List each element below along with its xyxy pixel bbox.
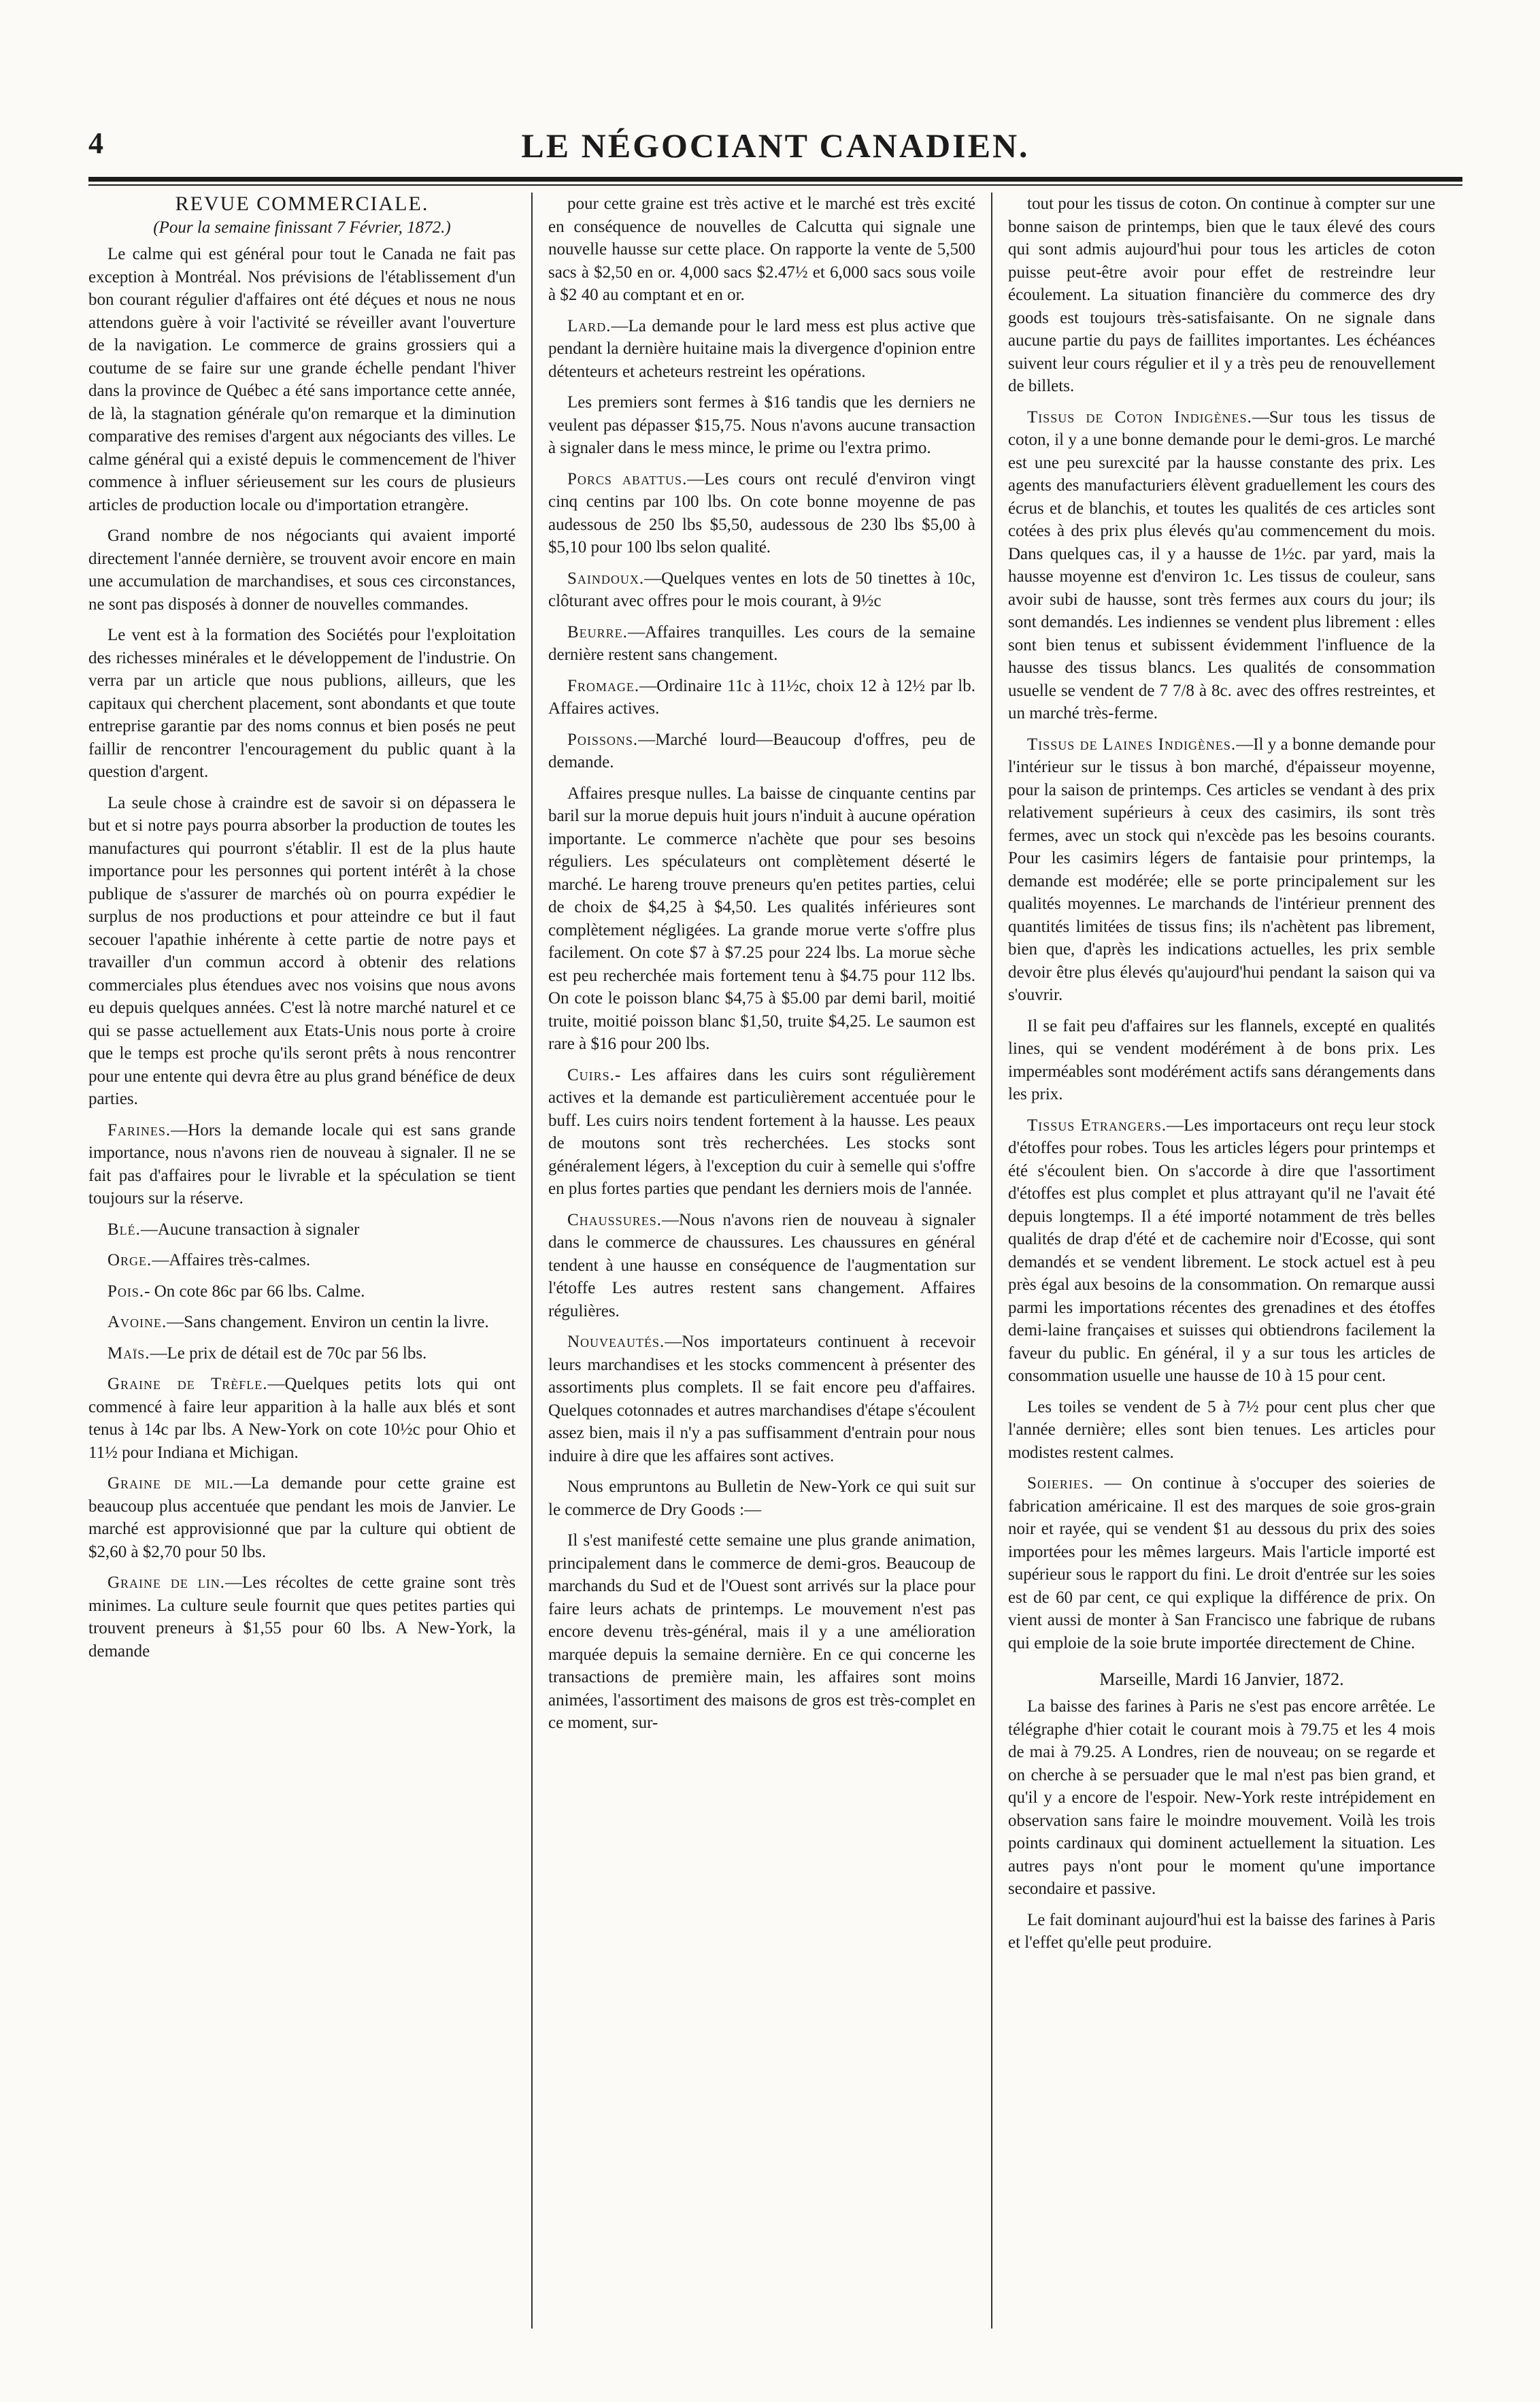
paragraph-text: Nous empruntons au Bulletin de New-York ce qui suit sur le commerce de Dry Goods :— [548, 1478, 975, 1519]
article-paragraph [1008, 193, 1435, 398]
paragraph-text: —Quelques ventes en lots de 50 tinettes à 10c, clôturant avec offres pour le mois courant, à 9½c [548, 569, 975, 610]
paragraph-text: —Nous n'avons rien de nouveau à signaler dans le commerce de chaussures. Les chaussures en général tendent à une hausse en conséquence de l'augmentation sur l'étoffe Les autres restent sans changement. Affaires régulières. [548, 1210, 975, 1320]
paragraph-text: - Les affaires dans les cuirs sont régulièrement actives et la demande est particulièrement accentuée pour le buff. Les cuirs noirs tendent fortement à la hausse. Les peaux de moutons sont très recherchées. Les stocks sont généralement légers, à l'exception du cuir à semelle qui s'offre en plus fortes parties que pendant les derniers mois de l'année. [548, 1065, 975, 1198]
article-paragraph [548, 1064, 975, 1201]
paragraph-text: — On continue à s'occuper des soieries de fabrication américaine. Il est des marques de soie gros-grain noir et rayée, qui se vendent $1 au dessous du prix des soies importées pour les mêmes largeurs. Mais l'article importé est supérieur sous le rapport du fini. Le droit d'entrée sur les soies est de 60 par cent, ce qui explique la différence de prix. On vient aussi de monter à San Francisco une fabrique de rubans qui emploie de la soie brute importée directement de Chine. [1008, 1474, 1435, 1652]
market-label: Graine de Trèfle. [107, 1375, 268, 1393]
article-paragraph [1008, 1909, 1435, 1954]
article-paragraph [548, 675, 975, 720]
paragraph-text: tout pour les tissus de coton. On continue à compter sur une bonne saison de printemps, bien que le taux élevé des cours qui sont admis aujourd'hui pour tous les articles de coton puisse peut-être avoir pour effet de restreindre leur écoulement. La situation financière du commerce des dry goods est toujours très-satisfaisante. On ne signale dans aucune partie du pays de faillites importantes. Les échéances suivent leur cours régulier et il y a très peu de renouvellement de billets. [1008, 195, 1435, 395]
newspaper-page [88, 126, 1462, 2337]
article-paragraph [1008, 1015, 1435, 1106]
article-paragraph [88, 1571, 516, 1663]
article-paragraph [1008, 1114, 1435, 1388]
paragraph-text: —Nos importateurs continuent à recevoir leurs marchandises et les stocks commencent à présenter des assortiments plus complets. Il se fait encore peu d'affaires. Quelques cotonnades et autres marchandises d'étape s'écoulent assez bien, mais il n'y a pas suffisamment d'entrain pour nous induire à dire que les affaires sont actives. [548, 1333, 975, 1465]
column-1 [88, 193, 516, 2329]
paragraph-text: La seule chose à craindre est de savoir si on dépassera le but et si notre pays pourra absorber la production de toutes les manufactures qui pourront s'établir. Il est de la plus haute importance pour les personnes qui portent intérêt à la chose publique de s'assurer de marchés où on pourra expédier le surplus de nos productions et pour atteindre ce but il faut secouer l'apathie inhérente à cette partie de notre pays et travailler d'un commun accord à obtenir des relations commerciales plus étendues avec nos voisins que nous avons eu depuis quelques années. C'est là notre marché naturel et ce qui se passe actuellement aux Etats-Unis nous porte à croire que le temps est proche qu'ils seront prêts à nous rencontrer pour une entente qui devra être au plus grand bénéfice de deux parties. [88, 793, 516, 1108]
market-label: Soieries. [1027, 1474, 1094, 1492]
article-paragraph [88, 1249, 516, 1272]
paragraph-text: Grand nombre de nos négociants qui avaient importé directement l'année dernière, se trouvent avoir encore en main une accumulation de marchandises, et sous ces circonstances, ne sont pas disposés à donner de nouvelles commandes. [88, 527, 516, 614]
article-paragraph [548, 1331, 975, 1467]
market-label: Poissons. [567, 730, 639, 749]
article-paragraph [88, 1472, 516, 1563]
masthead-rule [88, 177, 1462, 182]
market-label: Tissus de Coton Indigènes. [1027, 407, 1252, 427]
newspaper-title: LE NÉGOCIANT CANADIEN. [521, 127, 1030, 165]
dateline: Marseille, Mardi 16 Janvier, 1872. [1099, 1669, 1344, 1689]
paragraph-text: Les toiles se vendent de 5 à 7½ pour cent plus cher que l'année dernière; elles sont bien tenues. Les articles pour modistes restent calmes. [1008, 1397, 1435, 1462]
article-paragraph [88, 1280, 516, 1303]
market-label: Pois. [107, 1282, 145, 1301]
page-number: 4 [88, 127, 103, 160]
market-label: Graine de lin. [107, 1573, 225, 1592]
column-2 [548, 193, 975, 2329]
paragraph-text: Le vent est à la formation des Sociétés pour l'exploitation des richesses minérales et le développement de l'industrie. On verra par un article que nous publions, ailleurs, que les capitaux qui cherchent placement, sont abondants et que toute entreprise garantie par des noms connus et bien posés ne peut faillir de rencontrer l'encouragement du public quant à la question d'argent. [88, 626, 516, 781]
paragraph-text: —Il y a bonne demande pour l'intérieur sur le tissus à bon marché, d'épaisseur moyenne, pour la saison de printemps. Ces articles se vendant à des prix relativement supérieurs à ceux des casimirs, ils sont très fermes, avec un stock qui n'excède pas les besoins courants. Pour les casimirs légers de fantaisie pour printemps, la demande est modérée; elle se porte principalement sur les qualités moyennes. Le marchands de l'intérieur prennent des quantités limitées de tissus fins; ils n'achètent pas librement, bien que, d'après les indications actuelles, les prix semble devoir être plus élevés qu'aujourd'hui pendant la saison qui va s'ouvrir. [1008, 735, 1435, 1004]
article-paragraph [548, 1529, 975, 1735]
article-paragraph [88, 243, 516, 516]
market-label: Chaussures. [567, 1210, 662, 1229]
paragraph-text: Il s'est manifesté cette semaine une plus grande animation, principalement dans le commerce de demi-gros. Beaucoup de marchands du Sud et de l'Ouest sont arrivés sur la place pour faire leurs achats de printemps. Le mouvement n'est pas encore devenu très-général, mais il y a une amélioration marquée depuis la semaine dernière. En ce qui concerne les transactions de première main, les affaires sont moins animées, l'assortiment des maisons de gros est très-complet en ce moment, sur- [548, 1531, 975, 1732]
market-label: Nouveautés. [567, 1333, 665, 1351]
paragraph-text: Le fait dominant aujourd'hui est la baisse des farines à Paris et l'effet qu'elle peut produire. [1008, 1910, 1435, 1952]
article-paragraph [548, 468, 975, 559]
market-label: Maïs. [107, 1344, 150, 1363]
paragraph-text: —Le prix de détail est de 70c par 56 lbs. [150, 1344, 427, 1363]
article-paragraph [1008, 1396, 1435, 1465]
market-label: Tissus Etrangers. [1027, 1116, 1167, 1135]
article-paragraph [88, 792, 516, 1111]
masthead [88, 126, 1462, 173]
article-paragraph [548, 315, 975, 384]
paragraph-text: —Affaires très-calmes. [152, 1251, 311, 1269]
market-label: Beurre. [567, 622, 628, 641]
paragraph-text: —Les cours ont reculé d'environ vingt cinq centins par 100 lbs. On cote bonne moyenne de pas audessous de 250 lbs $5,50, audessous de 230 lbs $5,00 à $5,10 pour 100 lbs selon qualité. [548, 469, 975, 556]
market-label: Tissus de Laines Indigènes. [1027, 735, 1237, 754]
masthead-rule-thin [88, 184, 1462, 186]
article-paragraph [1008, 1472, 1435, 1654]
paragraph-text: —Hors la demande locale qui est sans grande importance, nous n'avons rien de nouveau à signaler. Il ne se fait pas d'affaires pour le livrable et la spéculation se tient toujours sur la réserve. [88, 1120, 516, 1207]
market-label: Orge. [107, 1251, 152, 1269]
column-3 [1008, 193, 1435, 2329]
paragraph-text: —Les importaceurs ont reçu leur stock d'étoffes pour robes. Tous les articles légers pour printemps et été s'écoulent bien. On s'accorde à dire que l'assortiment d'étoffes est plus complet et plus attrayant qu'il ne l'avait été depuis longtemps. Il a été importé notamment de très belles qualités de drap d'été et de cachemire noir d'Ecosse, qui sont demandés et se vendent librement. Le stock actuel est à peu près égal aux besoins de la consommation. On remarque aussi parmi les importations récentes des grenadines et des étoffes demi-laine françaises et suisses qui obtiendrons facilement la faveur du public. En général, il y a sur tous les articles de consommation usuelle une hausse de 10 à 15 pour cent. [1008, 1116, 1435, 1385]
paragraph-text: Les premiers sont fermes à $16 tandis que les derniers ne veulent pas dépasser $15,75. Nous n'avons aucune transaction à signaler dans le mess mince, le prime ou l'extra primo. [548, 393, 975, 457]
column-divider [991, 193, 992, 2329]
market-label: Porcs abattus. [567, 469, 688, 488]
paragraph-text: —Aucune transaction à signaler [140, 1220, 360, 1239]
paragraph-text: —La demande pour le lard mess est plus active que pendant la dernière huitaine mais la divergence d'opinion entre détenteurs et acheteurs restreint les opérations. [548, 316, 975, 381]
paragraph-text: La baisse des farines à Paris ne s'est pas encore arrêtée. Le télégraphe d'hier cotait le courant mois à 79.75 et les 4 mois de mai à 79.25. A Londres, rien de nouveau; on se regarde et on cherche à se persuader que le mal n'est pas bien grand, et qu'il y a encore de l'espoir. New-York reste intrépidement en observation sans faire le moindre mouvement. Voilà les trois points cardinaux qui dominent actuellement la situation. Les autres pays n'ont pour le moment qu'une importance secondaire et passive. [1008, 1697, 1435, 1898]
article-paragraph [548, 621, 975, 667]
market-label: Avoine. [107, 1313, 167, 1331]
article-paragraph [548, 1209, 975, 1323]
article-paragraph [88, 624, 516, 784]
article-paragraph [88, 1311, 516, 1334]
column-divider [531, 193, 533, 2329]
paragraph-text: —Les récoltes de cette graine sont très minimes. La culture seule fournit que ques petites parties qui trouvent preneurs à $1,55 pour 60 lbs. A New-York, la demande [88, 1573, 516, 1661]
article-paragraph [548, 729, 975, 774]
article-paragraph [548, 782, 975, 1056]
paragraph-text: —Marché lourd—Beaucoup d'offres, peu de demande. [548, 730, 975, 771]
article-paragraph [1008, 733, 1435, 1007]
market-label: Cuirs. [567, 1065, 615, 1084]
paragraph-text: - On cote 86c par 66 lbs. Calme. [144, 1282, 365, 1301]
article-paragraph [548, 391, 975, 460]
article-paragraph [88, 1373, 516, 1464]
paragraph-text: —La demande pour cette graine est beaucoup plus accentuée que pendant les mois de Janvier. Le marché est approvisionné que par la culture qui obtient de $2,60 à $2,70 pour 50 lbs. [88, 1474, 516, 1561]
section-subheading: (Pour la semaine finissant 7 Février, 1872.) [153, 218, 451, 237]
paragraph-text: pour cette graine est très active et le marché est très excité en conséquence de nouvelles de Calcutta qui signale une nouvelle hausse sur cette place. On rapporte la vente de 5,500 sacs à $2,50 en or. 4,000 sacs $2.47½ et 6,000 sacs sous voile à $2 40 au comptant et en or. [548, 195, 975, 304]
paragraph-text: Affaires presque nulles. La baisse de cinquante centins par baril sur la morue depuis huit jours n'induit à aucune opération importante. Le commerce n'achète que pour ses besoins réguliers. Les spéculateurs ont complètement déserté le marché. Le hareng trouve preneurs qu'en petites parties, celui de choix de $4,25 à $4,50. Les qualités inférieures sont complètement négligées. La grande morue verte s'offre plus facilement. On cote $7 à $7.25 pour 224 lbs. La morue sèche est peu recherchée mais fortement tenu à $4.75 pour 112 lbs. On cote le poisson blanc $4,75 à $5.00 par demi baril, moitié truite, moitié poisson blanc $1,50, truite $4,25. Le saumon est rare à $16 pour 200 lbs. [548, 784, 975, 1053]
market-label: Fromage. [567, 676, 640, 695]
paragraph-text: —Sans changement. Environ un centin la livre. [167, 1313, 489, 1331]
article-paragraph [88, 524, 516, 616]
article-columns [88, 193, 1462, 2335]
article-paragraph [1008, 1695, 1435, 1901]
paragraph-text: —Ordinaire 11c à 11½c, choix 12 à 12½ par lb. Affaires actives. [548, 676, 975, 718]
article-paragraph [88, 1218, 516, 1241]
article-paragraph [548, 193, 975, 307]
market-label: Farines. [107, 1120, 171, 1139]
market-label: Graine de mil. [107, 1474, 234, 1492]
paragraph-text: Le calme qui est général pour tout le Canada ne fait pas exception à Montréal. Nos prévisions de l'établissement d'un bon courant régulier d'affaires ont été déçues et nous ne nous attendons guère à voir l'activité se réveiller avant l'ouverture de la navigation. Le commerce de grains grossiers qui a coutume de se faire sur une grande échelle pendant l'hiver dans la province de Québec a été sans importance cette année, de là, la stagnation générale qu'on remarque et la diminution comparative des remises d'argent aux négociants des villes. Le calme général qui a existé depuis le commencement de l'hiver commence à influer sérieusement sur les cours de plusieurs articles de production locale ou d'importation etrangère. [88, 245, 516, 514]
paragraph-text: —Sur tous les tissus de coton, il y a une bonne demande pour le demi-gros. Le marché est une peu surexcité par la hausse constante des prix. Les agents des manufacturiers élèvent graduellement les cours des écrus et de blanchis, et toutes les qualités de ces articles sont cotées à des prix plus élevés qu'au commencement du mois. Dans quelques cas, il y a hausse de 1½c. par yard, mais la hausse moyenne est d'environ 1c. Les tissus de couleur, sans avoir subi de hausse, sont très fermes aux cours du jour; ils sont demandés. Les indiennes se vendent plus librement : elles sont bien tenus et subissent évidemment l'influence de la hausse des tissus blancs. Les qualités de consommation usuelle se vendent de 7 7/8 à 8c. avec des offres restreintes, et un marché très-ferme. [1008, 407, 1435, 722]
section-heading: REVUE COMMERCIALE. [175, 193, 429, 215]
market-label: Blé. [107, 1220, 141, 1239]
article-paragraph [1008, 406, 1435, 725]
paragraph-text: —Quelques petits lots qui ont commencé à faire leur apparition à la halle aux blés et sont tenus à 14c par lbs. A New-York on cote 10½c pour Ohio et 11½ pour Indiana et Michigan. [88, 1375, 516, 1462]
paragraph-text: —Affaires tranquilles. Les cours de la semaine dernière restent sans changement. [548, 622, 975, 664]
article-paragraph [548, 567, 975, 613]
article-paragraph [88, 1119, 516, 1210]
paragraph-text: Il se fait peu d'affaires sur les flannels, excepté en qualités lines, qui se vendent modérément à de bons prix. Les imperméables sont modérément actifs sans dérangements dans les prix. [1008, 1016, 1435, 1103]
article-paragraph [88, 1342, 516, 1365]
market-label: Saindoux. [567, 569, 645, 588]
market-label: Lard. [567, 316, 612, 335]
article-paragraph [548, 1475, 975, 1521]
